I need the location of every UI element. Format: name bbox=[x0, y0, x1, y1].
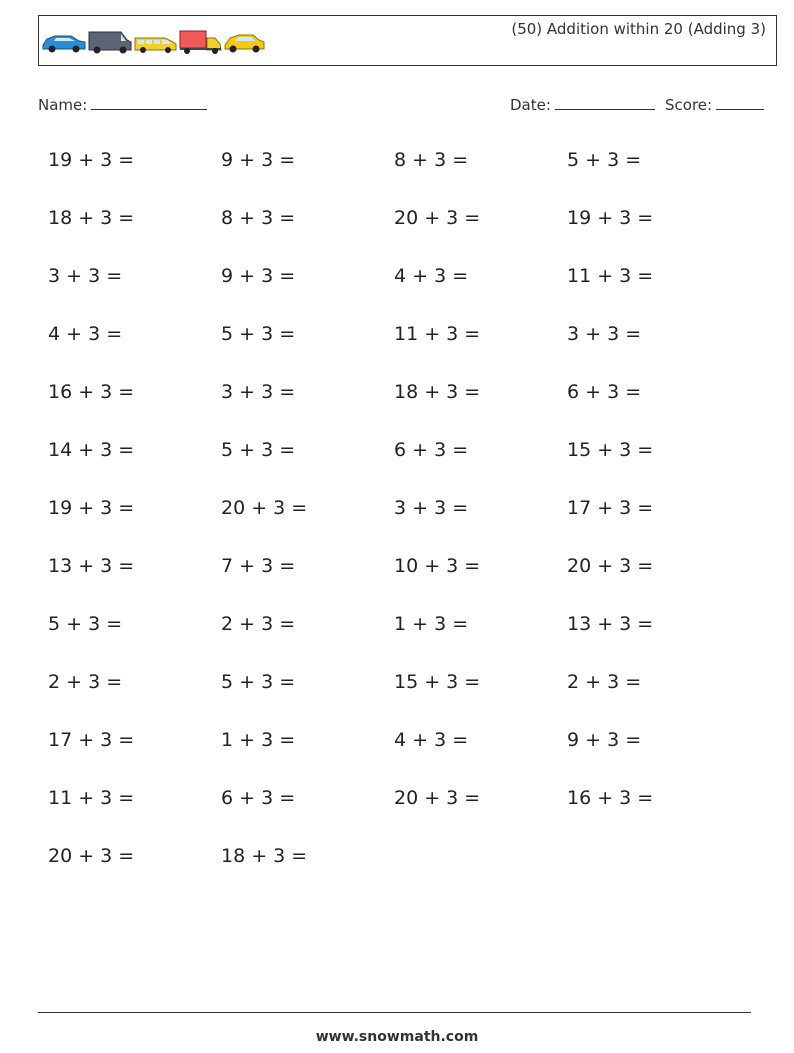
minibus-yellow-icon bbox=[135, 38, 176, 53]
problem-item: 14 + 3 = bbox=[48, 439, 135, 461]
score-label: Score: bbox=[665, 96, 713, 114]
problem-item: 5 + 3 = bbox=[221, 439, 296, 461]
problem-item: 15 + 3 = bbox=[394, 671, 481, 693]
problem-item: 3 + 3 = bbox=[221, 381, 296, 403]
problem-item: 18 + 3 = bbox=[48, 207, 135, 229]
problem-item: 8 + 3 = bbox=[394, 149, 469, 171]
problem-item: 20 + 3 = bbox=[48, 845, 135, 867]
worksheet-header bbox=[38, 15, 777, 66]
problem-item: 4 + 3 = bbox=[394, 729, 469, 751]
problem-item: 4 + 3 = bbox=[48, 323, 123, 345]
problem-item: 20 + 3 = bbox=[221, 497, 308, 519]
problem-item: 3 + 3 = bbox=[394, 497, 469, 519]
problem-item: 7 + 3 = bbox=[221, 555, 296, 577]
name-field bbox=[38, 94, 207, 114]
problem-item: 6 + 3 = bbox=[567, 381, 642, 403]
problem-item: 2 + 3 = bbox=[48, 671, 123, 693]
problem-item: 11 + 3 = bbox=[48, 787, 135, 809]
problem-item: 9 + 3 = bbox=[567, 729, 642, 751]
score-field bbox=[665, 94, 764, 114]
van-gray-icon bbox=[89, 32, 131, 54]
problem-item: 5 + 3 = bbox=[48, 613, 123, 635]
date-blank[interactable] bbox=[555, 94, 655, 110]
problem-item: 18 + 3 = bbox=[221, 845, 308, 867]
problem-item: 17 + 3 = bbox=[48, 729, 135, 751]
problem-item: 9 + 3 = bbox=[221, 149, 296, 171]
problem-item: 17 + 3 = bbox=[567, 497, 654, 519]
name-label: Name: bbox=[38, 96, 88, 114]
problem-item: 2 + 3 = bbox=[221, 613, 296, 635]
car-yellow-icon bbox=[225, 35, 264, 53]
problem-item: 16 + 3 = bbox=[567, 787, 654, 809]
problem-item: 5 + 3 = bbox=[221, 323, 296, 345]
problem-item: 11 + 3 = bbox=[567, 265, 654, 287]
problem-item: 8 + 3 = bbox=[221, 207, 296, 229]
problem-item: 10 + 3 = bbox=[394, 555, 481, 577]
problem-item: 20 + 3 = bbox=[394, 787, 481, 809]
car-blue-icon bbox=[43, 36, 85, 53]
problem-item: 9 + 3 = bbox=[221, 265, 296, 287]
problem-item: 19 + 3 = bbox=[48, 149, 135, 171]
problem-item: 6 + 3 = bbox=[221, 787, 296, 809]
footer-divider bbox=[38, 1012, 751, 1013]
problem-item: 19 + 3 = bbox=[48, 497, 135, 519]
problem-item: 16 + 3 = bbox=[48, 381, 135, 403]
problem-item: 2 + 3 = bbox=[567, 671, 642, 693]
vehicle-icons bbox=[41, 28, 267, 56]
problem-item: 11 + 3 = bbox=[394, 323, 481, 345]
problem-grid bbox=[48, 146, 748, 900]
problem-item: 6 + 3 = bbox=[394, 439, 469, 461]
problem-item: 5 + 3 = bbox=[221, 671, 296, 693]
score-blank[interactable] bbox=[716, 94, 764, 110]
problem-item: 3 + 3 = bbox=[48, 265, 123, 287]
problem-item: 18 + 3 = bbox=[394, 381, 481, 403]
problem-item: 13 + 3 = bbox=[48, 555, 135, 577]
truck-red-icon bbox=[180, 31, 221, 54]
worksheet-title: (50) Addition within 20 (Adding 3) bbox=[511, 20, 766, 38]
problem-item: 3 + 3 = bbox=[567, 323, 642, 345]
problem-item: 4 + 3 = bbox=[394, 265, 469, 287]
problem-item: 1 + 3 = bbox=[394, 613, 469, 635]
problem-item: 20 + 3 = bbox=[567, 555, 654, 577]
date-label: Date: bbox=[510, 96, 551, 114]
date-field bbox=[510, 94, 655, 114]
problem-item: 20 + 3 = bbox=[394, 207, 481, 229]
problem-item: 1 + 3 = bbox=[221, 729, 296, 751]
problem-item: 19 + 3 = bbox=[567, 207, 654, 229]
problem-item: 13 + 3 = bbox=[567, 613, 654, 635]
name-blank[interactable] bbox=[91, 94, 207, 110]
problem-item: 5 + 3 = bbox=[567, 149, 642, 171]
footer-site-link[interactable]: www.snowmath.com bbox=[315, 1029, 479, 1045]
problem-item: 15 + 3 = bbox=[567, 439, 654, 461]
